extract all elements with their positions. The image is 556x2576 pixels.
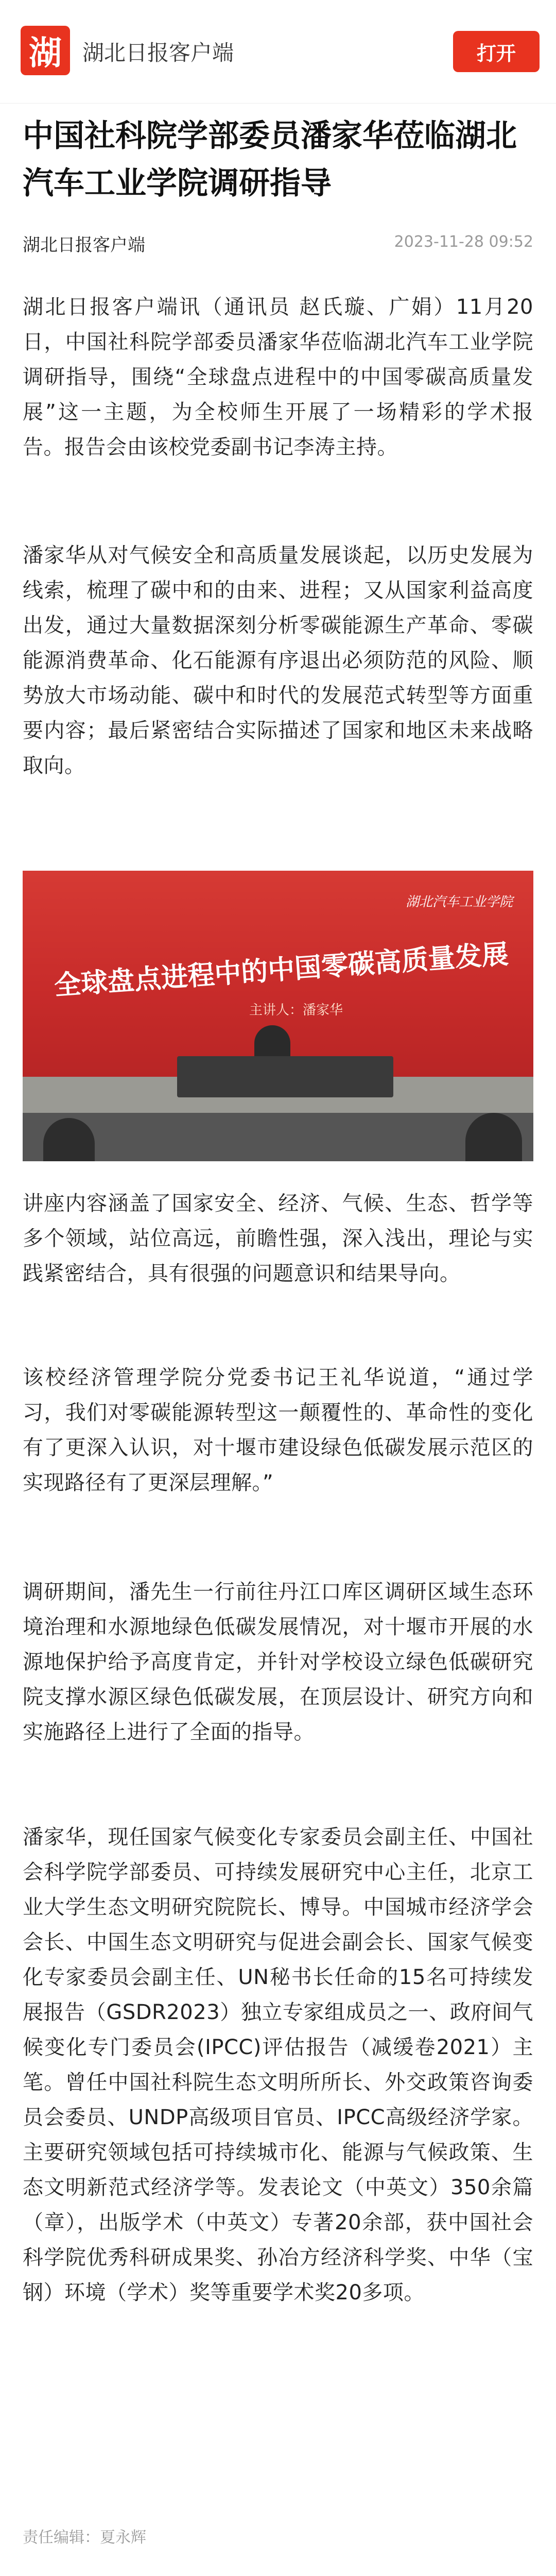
banner-title: 全球盘点进程中的中国零碳高质量发展 [53, 938, 510, 1002]
editor-credit: 责任编辑：夏永辉 [23, 2529, 146, 2547]
school-logo-text: 湖北汽车工业学院 [405, 894, 513, 910]
article-title: 中国社科院学部委员潘家华莅临湖北汽车工业学院调研指导 [23, 118, 517, 201]
hubei-daily-logo-icon[interactable]: 湖 [21, 26, 70, 75]
paragraph-2: 潘家华从对气候安全和高质量发展谈起，以历史发展为线索，梳理了碳中和的由来、进程；又从国家利益高度出发，通过大量数据深刻分析零碳能源生产革命、零碳能源消费革命、化石能源有序退出必须防范的风险、顺势放大市场动能、碳中和时代的发展范式转型等方面重要内容；最后紧密结合实际描述了国家和地区未来战略取向。 [23, 544, 533, 777]
paragraph-5: 调研期间，潘先生一行前往丹江口库区调研区域生态环境治理和水源地绿色低碳发展情况，对十堰市开展的水源地保护给予高度肯定，并针对学校设立绿色低碳研究院支撑水源区绿色低碳发展，在顶层设计、研究方向和实施路径上进行了全面的指导。 [23, 1580, 533, 1744]
paragraph-6: 潘家华，现任国家气候变化专家委员会副主任、中国社会科学院学部委员、可持续发展研究中心主任，北京工业大学生态文明研究院院长、博导。中国城市经济学会会长、中国生态文明研究与促进会副会长、国家气候变化专家委员会副主任、UN秘书长任命的15名可持续发展报告（GSDR2023）独立专家组成员之一、政府间气候变化专门委员会(IPCC)评估报告（减缓卷2021）主笔。曾任中国社科院生态文明所所长、外交政策咨询委员会委员、UNDP高级项目官员、IPCC高级经济学家。主要研究领域包括可持续城市化、能源与气候政策、生态文明新范式经济学等。发表论文（中英文）350余篇（章），出版学术（中英文）专著20余部，获中国社会科学院优秀科研成果奖、孙冶方经济科学奖、中华（宝钢）环境（学术）奖等重要学术奖20多项。 [23, 1825, 533, 2304]
open-app-button[interactable]: 打开 [453, 31, 540, 72]
app-top-banner [0, 0, 556, 104]
paragraph-1: 湖北日报客户端讯（通讯员 赵氏璇、广娟）11月20日，中国社科院学部委员潘家华莅临湖北汽车工业学院调研指导，围绕“全球盘点进程中的中国零碳高质量发展”这一主题，为全校师生开展了一场精彩的学术报告。报告会由该校党委副书记李涛主持。 [23, 295, 533, 459]
article-datetime: 2023-11-28 09:52 [394, 233, 533, 251]
audience-row [23, 1113, 533, 1161]
paragraph-4: 该校经济管理学院分党委书记王礼华说道，“通过学习，我们对零碳能源转型这一颠覆性的、革命性的变化有了更深入认识，对十堰市建设绿色低碳发展示范区的实现路径有了更深层理解。” [23, 1366, 533, 1495]
app-name: 湖北日报客户端 [82, 40, 234, 65]
podium-table [177, 1056, 393, 1097]
lecture-photo[interactable] [23, 871, 533, 1161]
banner-speaker: 主讲人：潘家华 [249, 1003, 343, 1018]
paragraph-3: 讲座内容涵盖了国家安全、经济、气候、生态、哲学等多个领域，站位高远，前瞻性强，深入浅出，理论与实践紧密结合，具有很强的问题意识和结果导向。 [23, 1192, 533, 1285]
article-source[interactable]: 湖北日报客户端 [23, 235, 145, 256]
